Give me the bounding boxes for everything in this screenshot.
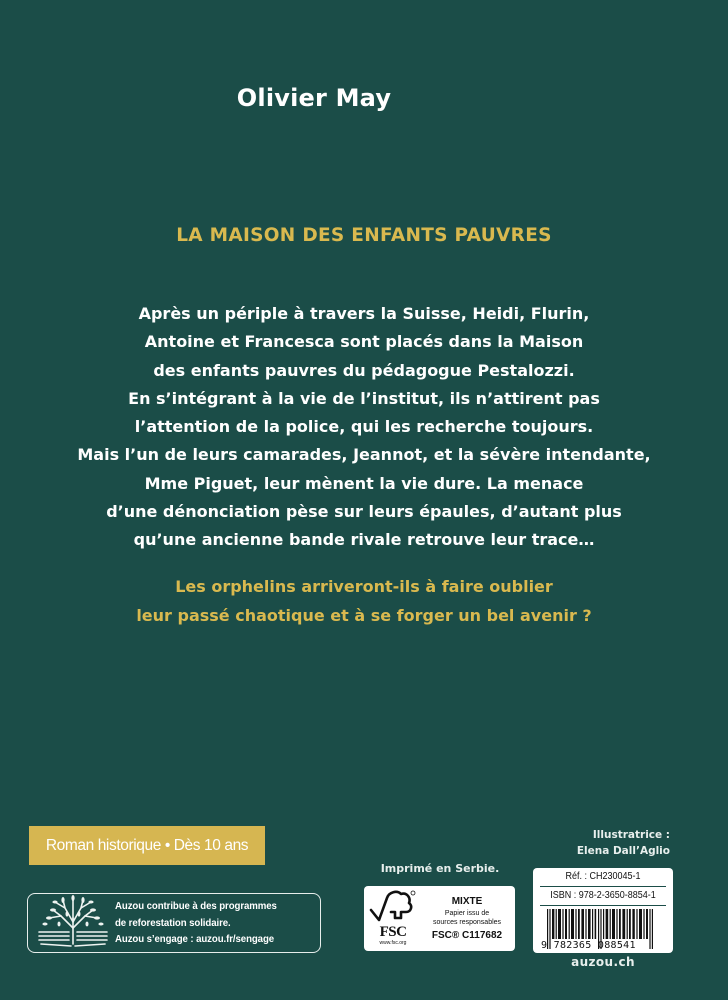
blurb-line: l’attention de la police, qui les recherche toujours. (134, 417, 594, 437)
publisher-website: auzou.ch (571, 955, 635, 969)
blurb-line: d’une dénonciation pèse sur leurs épaules, d’autant plus (106, 502, 622, 522)
fsc-code: FSC® C117682 (431, 930, 503, 941)
fsc-url: www.fsc.org (379, 939, 407, 946)
book-title: LA MAISON DES ENFANTS PAUVRES (176, 225, 552, 246)
fsc-tree-check-icon (367, 888, 419, 926)
question-line: leur passé chaotique et à se forger un bel avenir ? (136, 606, 592, 625)
blurb-line: En s’intégrant à la vie de l’institut, ils n’attirent pas (128, 388, 600, 408)
fsc-mixte: MIXTE (451, 896, 483, 907)
blurb-line: Mais l’un de leurs camarades, Jeannot, et la sévère intendante, (77, 445, 651, 465)
badge-label: Roman historique • Dès 10 ans (45, 836, 249, 854)
fsc-description (419, 910, 515, 927)
illustrator-label: Illustratrice : (592, 829, 670, 841)
barcode-digits: 9 782365 088541 (541, 940, 636, 951)
barcode (533, 906, 673, 953)
blurb-line: Antoine et Francesca sont placés dans la Maison (144, 332, 584, 352)
tree-book-icon (33, 894, 113, 952)
question-line: Les orphelins arriveront-ils à faire oublier (175, 577, 553, 596)
author-name: Olivier May (236, 84, 392, 112)
reforestation-notice (27, 893, 321, 953)
reforestation-line: de reforestation solidaire. (115, 916, 231, 929)
isbn-number: ISBN : 978-2-3650-8854-1 (540, 887, 666, 906)
fsc-info (419, 896, 515, 941)
blurb (0, 300, 728, 555)
fsc-description-line: Papier issu de (444, 910, 490, 917)
blurb-line: Mme Piguet, leur mènent la vie dure. La menace (144, 473, 584, 493)
reference-number: Réf. : CH230045-1 (540, 868, 666, 887)
printed-in: Imprimé en Serbie. (380, 862, 500, 875)
fsc-label (364, 886, 515, 951)
fsc-description-line: sources responsables (432, 918, 502, 926)
reforestation-text (115, 898, 277, 948)
genre-age-badge (29, 826, 265, 865)
illustrator-credit (520, 827, 670, 859)
fsc-logo-text: FSC (379, 923, 407, 940)
fsc-logo (367, 888, 419, 950)
reforestation-line: Auzou s’engage : auzou.fr/sengage (115, 933, 275, 946)
teaser-question (0, 572, 728, 630)
blurb-line: des enfants pauvres du pédagogue Pestalozzi. (153, 360, 575, 380)
illustrator-name: Elena Dall’Aglio (576, 845, 670, 857)
isbn-barcode-box (533, 868, 673, 953)
blurb-line: Après un périple à travers la Suisse, Heidi, Flurin, (138, 304, 590, 323)
reforestation-line: Auzou contribue à des programmes (115, 900, 277, 913)
blurb-line: qu’une ancienne bande rivale retrouve leur trace… (133, 530, 595, 550)
